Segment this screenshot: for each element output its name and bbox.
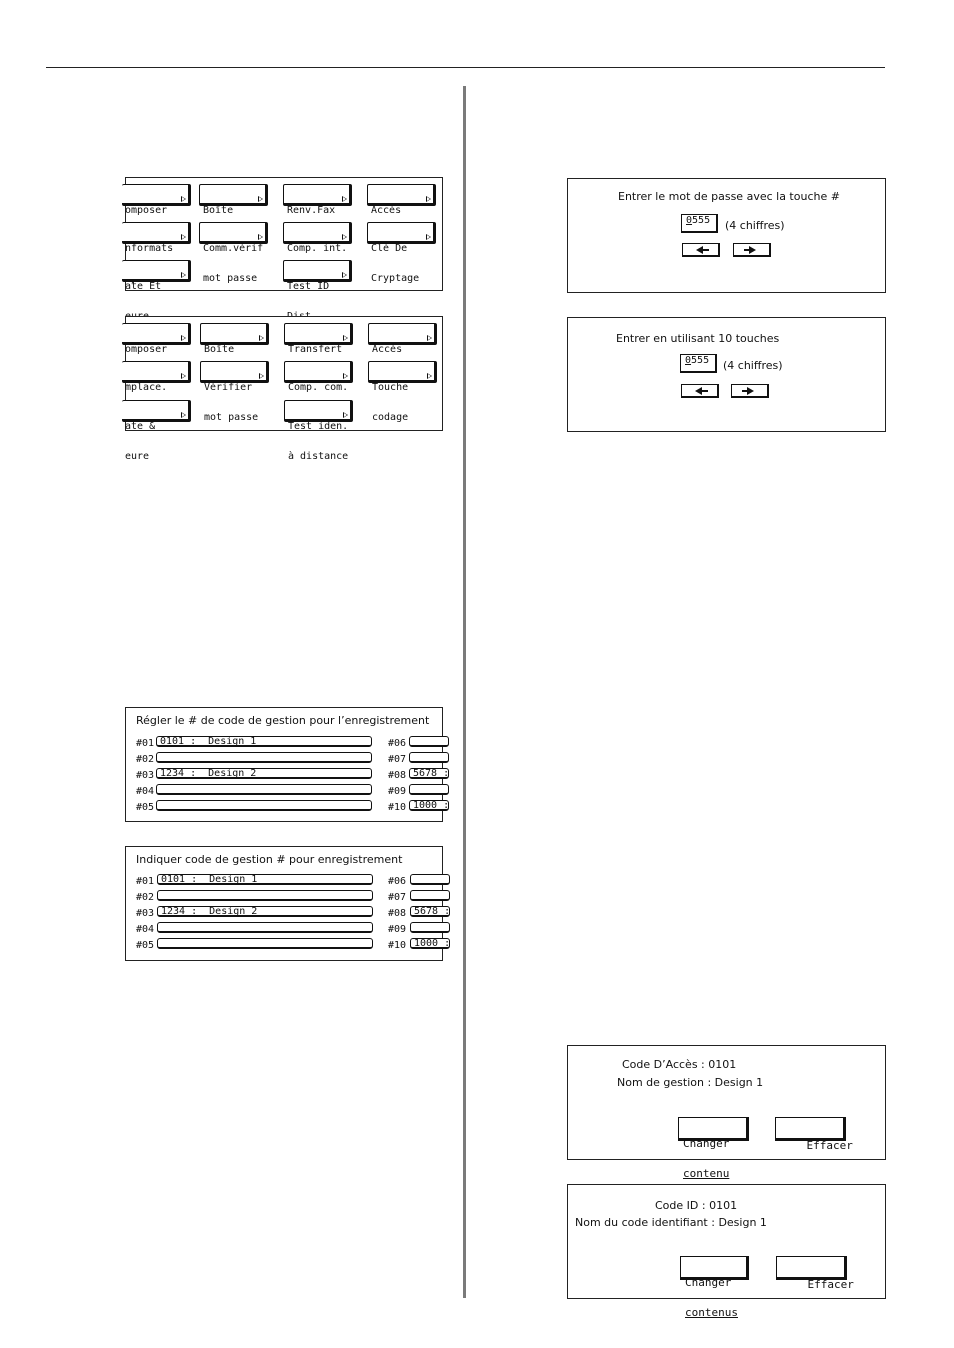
submenu-arrow-icon [181, 196, 186, 202]
cursor-left-button[interactable] [681, 384, 719, 398]
button-label-1: Test ID [287, 281, 330, 292]
submenu-arrow-icon [343, 373, 348, 379]
code-entry-field[interactable]: 0101 : Design 1 [157, 874, 373, 885]
submenu-arrow-icon [342, 196, 347, 202]
button-label-1: Comp. int. [287, 243, 348, 254]
row-number: #02 [136, 892, 155, 903]
code-entry-field[interactable]: 1234 : Design 2 [157, 906, 373, 917]
submenu-arrow-icon [426, 234, 431, 240]
menu-panel-1 [125, 177, 443, 291]
verifier-mot-passe-button[interactable] [200, 361, 269, 423]
button-label-2: codage [372, 412, 409, 423]
button-label-1: Accès [371, 205, 402, 216]
submenu-arrow-icon [259, 373, 264, 379]
submenu-arrow-icon [426, 196, 431, 202]
button-label-1: Comm.vérif [203, 243, 264, 254]
button-label-1: Touche [372, 382, 409, 393]
date-heure-button[interactable] [122, 260, 191, 292]
digits-hint: (4 chiffres) [723, 359, 783, 372]
button-label-1: omposer [125, 344, 168, 355]
code-entry-field[interactable] [410, 922, 450, 933]
submenu-arrow-icon [181, 335, 186, 341]
button-label-2: mot passe [204, 412, 259, 423]
top-rule [46, 67, 885, 68]
management-code-panel-1 [125, 707, 450, 822]
column-separator [463, 86, 466, 1298]
change-label-1: Changer [685, 1276, 732, 1289]
row-number: #07 [388, 754, 407, 765]
code-entry-field[interactable] [156, 752, 372, 763]
arrow-left-icon [695, 387, 702, 395]
submenu-arrow-icon [427, 335, 432, 341]
arrow-right-icon [749, 246, 756, 254]
code-entry-field[interactable]: 1000 : [410, 938, 450, 949]
code-entry-field[interactable]: 1234 : Design 2 [156, 768, 372, 779]
row-number: #10 [388, 802, 407, 813]
password-digits: 555 [692, 215, 711, 226]
button-label-1: Transfert [288, 344, 343, 355]
code-entry-field[interactable] [157, 938, 373, 949]
cle-cryptage-button[interactable] [367, 222, 436, 284]
delete-label: Effacer [807, 1278, 854, 1291]
digits-hint: (4 chiffres) [725, 219, 785, 232]
row-number: #06 [388, 876, 407, 887]
submenu-arrow-icon [342, 272, 347, 278]
panel-title: Régler le # de code de gestion pour l’enregistrement [136, 714, 430, 727]
button-label-1: Comp. com. [288, 382, 349, 393]
code-entry-field[interactable]: 5678 : [409, 768, 449, 779]
comp-int-distant-button[interactable] [283, 222, 352, 254]
arrow-shaft [703, 249, 709, 251]
button-label-1: Clé De [371, 243, 408, 254]
arrow-left-icon [696, 246, 703, 254]
row-number: #01 [136, 738, 155, 749]
row-number: #02 [136, 754, 155, 765]
code-entry-field[interactable] [156, 800, 372, 811]
button-label-1: Boîte [203, 205, 234, 216]
code-entry-field[interactable] [410, 890, 450, 901]
renv-fax-auto-button[interactable] [283, 184, 352, 216]
row-number: #05 [136, 802, 155, 813]
change-label-2: contenu [683, 1167, 730, 1180]
emplace-info-button[interactable] [122, 361, 191, 393]
button-label-2: à distance [288, 451, 349, 462]
code-entry-field[interactable]: 1000 : [409, 800, 449, 811]
row-number: #10 [388, 940, 407, 951]
code-entry-field[interactable]: 0101 : Design 1 [156, 736, 372, 747]
composer-button[interactable] [122, 323, 191, 355]
cursor-digit: 0 [686, 215, 693, 226]
button-label-1: Renv.Fax [287, 205, 336, 216]
password-digits: 555 [691, 355, 710, 366]
acces-reserve-button[interactable] [368, 323, 437, 355]
test-id-dist-button[interactable] [283, 260, 352, 292]
change-label-2: contenus [685, 1306, 738, 1319]
comp-com-distance-button[interactable] [284, 361, 353, 393]
submenu-arrow-icon [427, 373, 432, 379]
submenu-arrow-icon [181, 234, 186, 240]
row-number: #09 [388, 924, 407, 935]
password-prompt: Entrer le mot de passe avec la touche # [618, 190, 840, 203]
cursor-right-button[interactable] [731, 384, 769, 398]
cursor-right-button[interactable] [733, 243, 771, 257]
delete-label: Effacer [806, 1139, 853, 1152]
submenu-arrow-icon [259, 335, 264, 341]
password-panel-1 [567, 178, 886, 293]
change-content-button[interactable] [680, 1256, 749, 1319]
row-number: #09 [388, 786, 407, 797]
row-number: #05 [136, 940, 155, 951]
row-number: #07 [388, 892, 407, 903]
change-label-1: Changer [683, 1137, 730, 1150]
informats-button[interactable] [122, 222, 191, 254]
transfert-fax-button[interactable] [284, 323, 353, 355]
submenu-arrow-icon [258, 234, 263, 240]
row-number: #08 [388, 770, 407, 781]
button-label-1: omposer [125, 205, 168, 216]
button-label-1: nformats [125, 243, 174, 254]
submenu-arrow-icon [343, 335, 348, 341]
delete-button[interactable] [775, 1117, 853, 1152]
delete-button[interactable] [776, 1256, 854, 1291]
button-label-1: mplace. [125, 382, 168, 393]
submenu-arrow-icon [343, 412, 348, 418]
management-code-panel-2 [125, 846, 451, 961]
row-number: #08 [388, 908, 407, 919]
row-number: #06 [388, 738, 407, 749]
code-entry-field[interactable] [410, 874, 450, 885]
button-label-2: Cryptage [371, 273, 420, 284]
submenu-arrow-icon [342, 234, 347, 240]
change-content-button[interactable] [678, 1117, 749, 1180]
button-label-1: ate Et [125, 281, 162, 292]
code-id-text: Code ID : 0101 [655, 1199, 738, 1212]
button-label-1: Accès [372, 344, 403, 355]
management-name-text: Nom de gestion : Design 1 [617, 1076, 764, 1089]
code-entry-field[interactable] [409, 752, 449, 763]
row-number: #04 [136, 924, 155, 935]
composer-button[interactable] [122, 184, 191, 216]
identifier-name-text: Nom du code identifiant : Design 1 [575, 1216, 767, 1229]
arrow-right-icon [747, 387, 754, 395]
password-input[interactable] [681, 214, 718, 233]
panel-title: Indiquer code de gestion # pour enregistrement [136, 853, 403, 866]
touche-codage-button[interactable] [368, 361, 437, 423]
access-code-panel-1 [567, 1045, 886, 1180]
arrow-shaft [702, 390, 708, 392]
comm-verif-button[interactable] [199, 222, 268, 284]
access-code-panel-2 [567, 1184, 886, 1319]
code-entry-field[interactable]: 5678 : [410, 906, 450, 917]
password-panel-2 [567, 317, 886, 432]
button-label-2: mot passe [203, 273, 258, 284]
code-entry-field[interactable] [156, 784, 372, 795]
acces-invalide-button[interactable] [367, 184, 436, 216]
button-label-1: ate & [125, 421, 156, 432]
row-number: #04 [136, 786, 155, 797]
code-entry-field[interactable] [409, 736, 449, 747]
button-label-1: Test iden. [288, 421, 349, 432]
submenu-arrow-icon [181, 412, 186, 418]
submenu-arrow-icon [181, 272, 186, 278]
access-code-text: Code D’Accès : 0101 [622, 1058, 737, 1071]
menu-panel-2 [125, 316, 443, 462]
date-heure-button[interactable] [122, 400, 191, 462]
cursor-left-button[interactable] [682, 243, 720, 257]
cursor-digit: 0 [685, 355, 692, 366]
row-number: #01 [136, 876, 155, 887]
submenu-arrow-icon [258, 196, 263, 202]
button-label-2: eure [125, 451, 150, 462]
code-entry-field[interactable] [157, 922, 373, 933]
code-entry-field[interactable] [157, 890, 373, 901]
button-label-1: Boîte [204, 344, 235, 355]
row-number: #03 [136, 908, 155, 919]
password-prompt: Entrer en utilisant 10 touches [616, 332, 780, 345]
submenu-arrow-icon [181, 373, 186, 379]
boite-button[interactable] [200, 323, 269, 355]
row-number: #03 [136, 770, 155, 781]
password-input[interactable] [680, 354, 717, 373]
boite-button[interactable] [199, 184, 268, 216]
button-label-1: Vérifier [204, 382, 253, 393]
test-iden-distance-button[interactable] [284, 400, 353, 462]
code-entry-field[interactable] [409, 784, 449, 795]
